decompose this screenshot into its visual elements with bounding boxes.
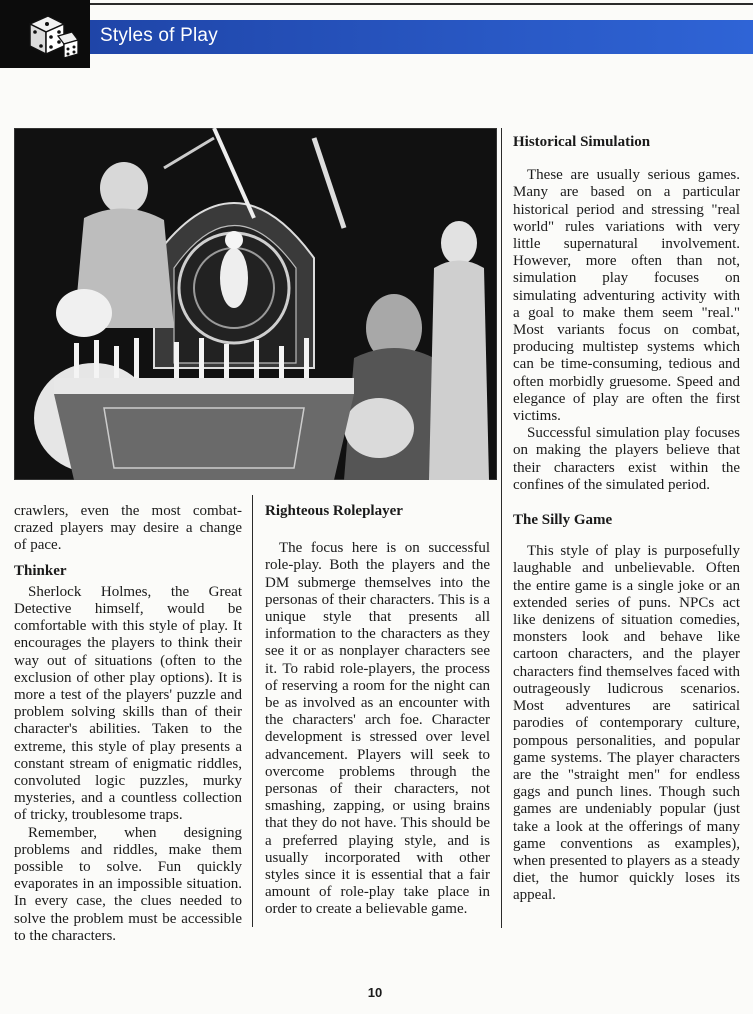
page-title: Styles of Play: [100, 25, 218, 46]
continuation-paragraph: crawlers, even the most combat-crazed players may desire a change of pace.: [14, 503, 242, 554]
column-left: [14, 503, 242, 945]
roleplayer-paragraph: The focus here is on successful role-play. Both the players and the DM submerge themselves into the personas of their characters. This is a unique style that presents all information to the characters as they see it or as nonplayer characters see it. To rabid role-players, the process of reserving a room for the night can be as involved as an encounter with the characters' arch foe. Character development is stressed over level advancement. Players will seek to overcome problems through the personas of their characters, not smashing, zapping, or using brains that they do not have. This should be a preferred playing style, and is usually incorporated with other styles since it is essential that a fair amount of role-play take place in order to create a believable game.: [265, 540, 490, 918]
heading-thinker: Thinker: [14, 562, 67, 579]
column-right: [513, 134, 740, 905]
heading-silly-game: The Silly Game: [513, 512, 613, 529]
column-divider-left: [252, 495, 253, 927]
chapter-banner: [0, 0, 753, 68]
heading-historical-simulation: Historical Simulation: [513, 134, 651, 150]
fantasy-illustration: [14, 128, 497, 480]
historical-paragraph-1: These are usually serious games. Many are based on a particular historical period and stressing "real world" rules variations with very little supernatural involvement. However, more often than not, simulation play focuses on simulating adventuring activity with a goal to make them seem "real." Most variants focus on combat, producing multistep systems which can be time-consuming, tedious and often morbidly gruesome. Speed and elegance of play are often the first victims.: [513, 167, 740, 425]
page-number: 10: [367, 985, 383, 1000]
column-middle: [265, 503, 490, 919]
thinker-paragraph-2: Remember, when designing problems and riddles, make them possible to solve. Fun quickly evaporates in an impossible situation. In every case, the clues needed to solve the problem must be accessible to the characters.: [14, 824, 242, 944]
dice-icon: [20, 10, 80, 62]
silly-game-paragraph: This style of play is purposefully laughable and unbelievable. Often the entire game is a single joke or an extended series of puns. NPCs act like denizens of situation comedies, monsters look and behave like cartoon characters, and the player characters find themselves faced with outrageously ludicrous scenarios. Most adventures are satirical parodies of contemporary culture, pompous personalities, and popular game systems. The player characters are the "straight men" for endless gags and punch lines. Though such games are undeniably popular (just take a look at the offerings of many game conventions as examples), when presented to players as a steady diet, the humor quickly loses its appeal.: [513, 543, 740, 904]
column-divider-right: [501, 128, 502, 928]
heading-righteous-roleplayer: Righteous Roleplayer: [265, 503, 403, 519]
historical-paragraph-2: Successful simulation play focuses on making the players believe that their characters exist within the confines of the simulated period.: [513, 425, 740, 493]
thinker-paragraph-1: Sherlock Holmes, the Great Detective himself, would be comfortable with this style of play. It encourages the players to think their way out of situations (often to the exclusion of other play options). It is more a test of the players' puzzle and problem solving skills than of their character's abilities. Taken to the extreme, this style of play presents a constant stream of enigmatic riddles, convoluted logic puzzles, murky mysteries, and a countless collection of tricky, troublesome traps.: [14, 583, 242, 824]
banner-top-rule: [90, 3, 753, 5]
